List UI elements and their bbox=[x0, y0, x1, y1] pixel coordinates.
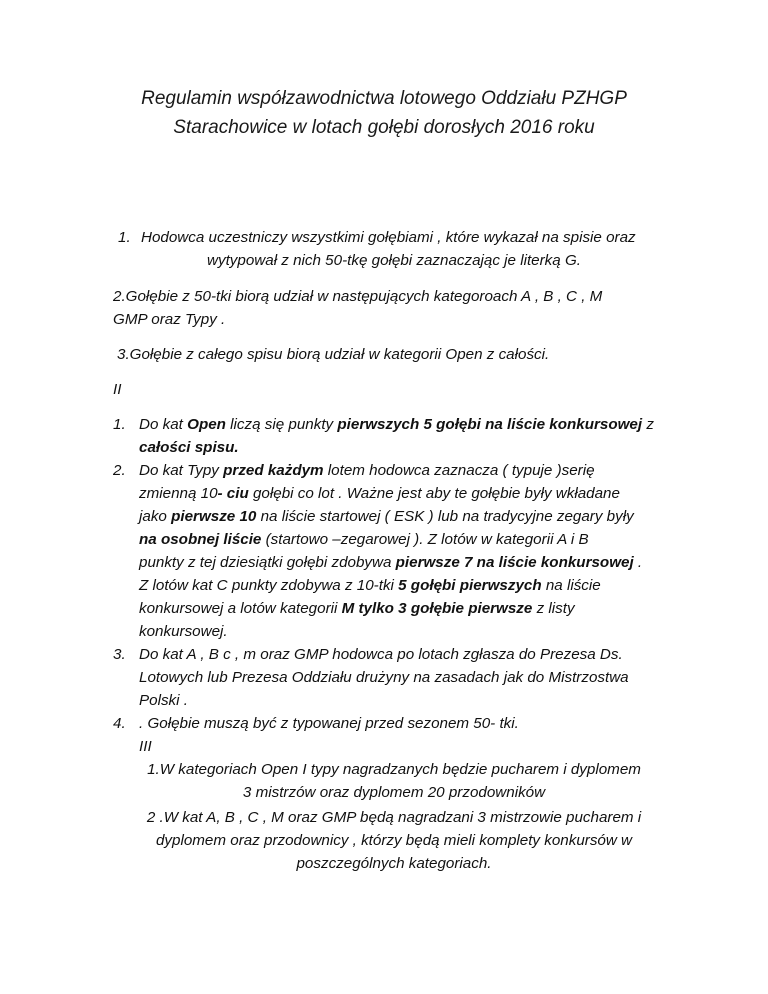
item-2-line-4: na osobnej liście (startowo –zegarowej ). Z lotów w kategorii A i B bbox=[139, 531, 589, 548]
paragraph-1-line-1: Hodowca uczestniczy wszystkimi gołębiami , które wykazał na spisie oraz bbox=[141, 229, 636, 246]
item-4-line-1: . Gołębie muszą być z typowanej przed sezonem 50- tki. bbox=[139, 715, 519, 732]
item-3-line-2: Lotowych lub Prezesa Oddziału drużyny na zasadach jak do Mistrzostwa bbox=[139, 669, 629, 686]
item-2-number: 2. bbox=[113, 462, 126, 479]
item-2-line-3: jako pierwsze 10 na liście startowej ( ESK ) lub na tradycyjne zegary były bbox=[139, 508, 634, 525]
item-3-line-3: Polski . bbox=[139, 692, 188, 709]
section-3-heading: III bbox=[139, 738, 152, 755]
paragraph-3: 3.Gołębie z całego spisu biorą udział w kategorii Open z całości. bbox=[117, 346, 550, 363]
document-title-line-2: Starachowice w lotach gołębi dorosłych 2016 roku bbox=[173, 117, 595, 138]
paragraph-1-line-2: wytypował z nich 50-tkę gołębi zaznaczając je literką G. bbox=[207, 252, 581, 269]
item-3-number: 3. bbox=[113, 646, 126, 663]
item-2-line-2: zmienną 10- ciu gołębi co lot . Ważne jest aby te gołębie były wkładane bbox=[139, 485, 620, 502]
document-title-line-1: Regulamin współzawodnictwa lotowego Oddziału PZHGP bbox=[141, 88, 627, 109]
paragraph-2-line-1: 2.Gołębie z 50-tki biorą udział w następujących kategoroach A , B , C , M bbox=[113, 288, 603, 305]
item-1-number: 1. bbox=[113, 416, 126, 433]
item-2-line-7: konkursowej a lotów kategorii M tylko 3 gołębie pierwsze z listy bbox=[139, 600, 575, 617]
paragraph-1-number: 1. bbox=[118, 229, 131, 246]
section-3-line-2: 3 mistrzów oraz dyplomem 20 przodowników bbox=[242, 784, 546, 801]
item-2-line-1: Do kat Typy przed każdym lotem hodowca zaznacza ( typuje )serię bbox=[139, 462, 595, 479]
item-3-line-1: Do kat A , B c , m oraz GMP hodowca po lotach zgłasza do Prezesa Ds. bbox=[139, 646, 623, 663]
item-2-line-5: punkty z tej dziesiątki gołębi zdobywa pierwsze 7 na liście konkursowej . bbox=[139, 554, 643, 571]
item-1-line-2: całości spisu. bbox=[139, 439, 239, 456]
section-3-line-1: 1.W kategoriach Open I typy nagradzanych będzie pucharem i dyplomem bbox=[147, 761, 641, 778]
item-4-number: 4. bbox=[113, 715, 126, 732]
section-2-heading: II bbox=[113, 381, 122, 398]
section-3-line-5: poszczególnych kategoriach. bbox=[296, 855, 492, 872]
paragraph-2-line-2: GMP oraz Typy . bbox=[113, 311, 226, 328]
section-3-line-4: dyplomem oraz przodownicy , którzy będą mieli komplety konkursów w bbox=[155, 832, 633, 849]
item-2-line-8: konkursowej. bbox=[139, 623, 228, 640]
item-2-line-6: Z lotów kat C punkty zdobywa z 10-tki 5 gołębi pierwszych na liście bbox=[139, 577, 601, 594]
section-3-line-3: 2 .W kat A, B , C , M oraz GMP będą nagradzani 3 mistrzowie pucharem i bbox=[146, 809, 642, 826]
item-1-line-1: Do kat Open liczą się punkty pierwszych 5 gołębi na liście konkursowej z bbox=[139, 416, 654, 433]
